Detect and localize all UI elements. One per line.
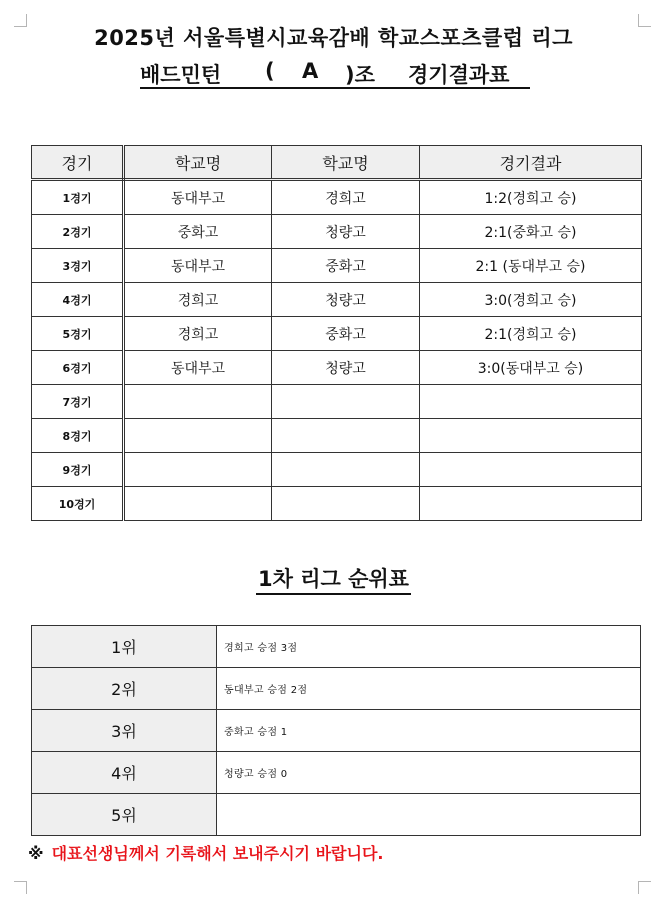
- school-a: 동대부고: [124, 351, 272, 385]
- school-b: 중화고: [272, 317, 420, 351]
- group-close: )조: [345, 63, 375, 87]
- game-result: 2:1(경희고 승): [420, 317, 642, 351]
- table-row: [32, 453, 642, 487]
- sport-name: 배드민턴: [140, 63, 222, 87]
- school-b: 경희고: [272, 180, 420, 215]
- game-result: [420, 385, 642, 419]
- ranking-row: [32, 794, 641, 836]
- ranking-row: [32, 626, 641, 668]
- school-b: [272, 487, 420, 521]
- game-result: [420, 453, 642, 487]
- game-number: 2경기: [32, 215, 124, 249]
- rank-position: 2위: [32, 668, 217, 710]
- header-result: 경기결과: [420, 146, 642, 180]
- rank-detail: 청량고 승점 0: [217, 752, 641, 794]
- group-letter: A: [302, 59, 319, 83]
- school-b: [272, 453, 420, 487]
- document-title: 2025년 서울특별시교육감배 학교스포츠클럽 리그: [94, 26, 573, 50]
- results-table: [31, 145, 642, 521]
- table-row: [32, 283, 642, 317]
- ranking-row: [32, 752, 641, 794]
- rank-position: 5위: [32, 794, 217, 836]
- school-a: 경희고: [124, 317, 272, 351]
- game-result: [420, 487, 642, 521]
- game-number: 1경기: [32, 180, 124, 215]
- game-result: 2:1 (동대부고 승): [420, 249, 642, 283]
- game-number: 8경기: [32, 419, 124, 453]
- game-number: 10경기: [32, 487, 124, 521]
- rank-position: 4위: [32, 752, 217, 794]
- table-row: [32, 351, 642, 385]
- school-b: [272, 385, 420, 419]
- game-number: 7경기: [32, 385, 124, 419]
- game-number: 6경기: [32, 351, 124, 385]
- table-row: [32, 487, 642, 521]
- school-a: 동대부고: [124, 180, 272, 215]
- school-b: 청량고: [272, 215, 420, 249]
- document-subtitle: [140, 59, 530, 89]
- ranking-table: [31, 625, 641, 836]
- rank-detail: [217, 794, 641, 836]
- game-result: 2:1(중화고 승): [420, 215, 642, 249]
- table-row: [32, 419, 642, 453]
- table-row: [32, 249, 642, 283]
- game-result: 1:2(경희고 승): [420, 180, 642, 215]
- ranking-row: [32, 668, 641, 710]
- table-row: [32, 215, 642, 249]
- header-school-a: 학교명: [124, 146, 272, 180]
- header-game: 경기: [32, 146, 124, 180]
- school-b: 중화고: [272, 249, 420, 283]
- rank-detail: 경희고 승점 3점: [217, 626, 641, 668]
- school-a: 경희고: [124, 283, 272, 317]
- school-b: 청량고: [272, 283, 420, 317]
- school-a: [124, 385, 272, 419]
- game-result: [420, 419, 642, 453]
- ranking-title: [0, 563, 667, 593]
- school-b: 청량고: [272, 351, 420, 385]
- rank-position: 3위: [32, 710, 217, 752]
- game-number: 9경기: [32, 453, 124, 487]
- school-a: 중화고: [124, 215, 272, 249]
- page-corner-mark: [638, 881, 651, 894]
- ranking-title-text: 1차 리그 순위표: [256, 567, 411, 595]
- reference-mark: ※: [28, 844, 44, 863]
- game-result: 3:0(동대부고 승): [420, 351, 642, 385]
- submission-note: [28, 841, 383, 864]
- rank-detail: 동대부고 승점 2점: [217, 668, 641, 710]
- school-a: [124, 453, 272, 487]
- school-b: [272, 419, 420, 453]
- game-result: 3:0(경희고 승): [420, 283, 642, 317]
- header-school-b: 학교명: [272, 146, 420, 180]
- school-a: [124, 487, 272, 521]
- game-number: 4경기: [32, 283, 124, 317]
- note-text: 대표선생님께서 기록해서 보내주시기 바랍니다.: [51, 844, 384, 863]
- page-corner-mark: [14, 881, 27, 894]
- game-number: 5경기: [32, 317, 124, 351]
- table-row: [32, 180, 642, 215]
- ranking-row: [32, 710, 641, 752]
- rank-detail: 중화고 승점 1: [217, 710, 641, 752]
- results-table-label: 경기결과표: [408, 63, 510, 87]
- game-number: 3경기: [32, 249, 124, 283]
- group-open-paren: (: [265, 59, 275, 83]
- table-row: [32, 385, 642, 419]
- results-header-row: [32, 146, 642, 180]
- table-row: [32, 317, 642, 351]
- school-a: 동대부고: [124, 249, 272, 283]
- school-a: [124, 419, 272, 453]
- rank-position: 1위: [32, 626, 217, 668]
